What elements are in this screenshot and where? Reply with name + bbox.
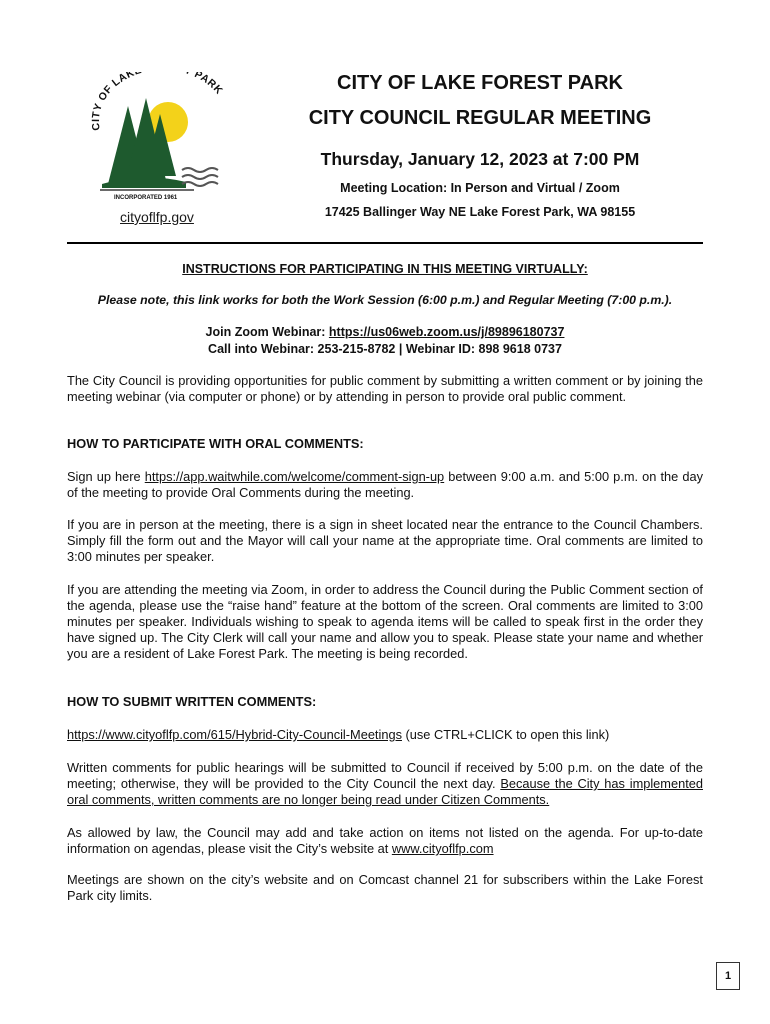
in-person-paragraph: If you are in person at the meeting, there is a sign in sheet located near the entrance to the Council Chambers. Simply fill the form out and the Mayor will call your name at the appropriate time. Oral comments are limited to 3:00 minutes per speaker.: [67, 517, 703, 564]
public-hearings-underlined: Because the City has implemented oral comments, written comments are no longer being read under Citizen Comments.: [67, 776, 703, 807]
public-hearings-text: Written comments for public hearings will be submitted to Council if received by 5:00 p.m. on the date of the meeting; otherwise, they will be provided to the City Council the next day.: [67, 760, 703, 791]
logo-website-link[interactable]: cityoflfp.gov: [120, 209, 194, 225]
instructions-heading: INSTRUCTIONS FOR PARTICIPATING IN THIS MEETING VIRTUALLY:: [182, 262, 588, 276]
written-comments-heading: HOW TO SUBMIT WRITTEN COMMENTS:: [67, 694, 317, 709]
law-text: As allowed by law, the Council may add and take action on items not listed on the agenda. For up-to-date information on agendas, please visit the City’s website at: [67, 825, 703, 856]
written-link-line: [67, 727, 703, 743]
city-seal-icon: [86, 72, 234, 212]
join-webinar-line: [67, 325, 703, 339]
meeting-address: 17425 Ballinger Way NE Lake Forest Park, WA 98155: [324, 205, 636, 219]
city-name: CITY OF LAKE FOREST PARK: [337, 72, 623, 94]
join-webinar-label: Join Zoom Webinar:: [205, 325, 329, 339]
broadcast-paragraph: Meetings are shown on the city’s website and on Comcast channel 21 for subscribers within the Lake Forest Park city limits.: [67, 872, 703, 903]
header-divider: [67, 242, 703, 244]
intro-paragraph: The City Council is providing opportunities for public comment by submitting a written comment or by joining the meeting webinar (via computer or phone) or by attending in person to provide oral public comment.: [67, 373, 703, 404]
meeting-date-time: Thursday, January 12, 2023 at 7:00 PM: [320, 149, 640, 169]
logo-arc-text: CITY OF LAK PARK: [89, 72, 226, 132]
logo-incorporated: INCORPORATED 1961: [114, 195, 178, 201]
oral-comments-heading: HOW TO PARTICIPATE WITH ORAL COMMENTS:: [67, 436, 364, 451]
city-logo: [86, 72, 234, 212]
public-hearings-paragraph: [67, 760, 703, 808]
zoom-paragraph: If you are attending the meeting via Zoom, in order to address the Council during the Public Comment section of the agenda, please use the “raise hand” feature at the bottom of the screen. Oral comments are limited to 3:00 minutes per speaker. Individuals wishing to speak to agenda items will be called to speak first in the order they have signed up. The City Clerk will call your name and allow you to speak. Please state your name and whether you are a resident of Lake Forest Park. The meeting is being recorded.: [67, 582, 703, 661]
comment-signup-link[interactable]: https://app.waitwhile.com/welcome/comment-sign-up: [144, 469, 445, 484]
zoom-webinar-link[interactable]: https://us06web.zoom.us/j/89896180737: [328, 325, 565, 339]
call-in-line: Call into Webinar: 253-215-8782 | Webinar ID: 898 9618 0737: [208, 342, 562, 356]
signup-paragraph: [67, 469, 703, 501]
instructions-note: Please note, this link works for both the Work Session (6:00 p.m.) and Regular Meeting (7:00 p.m.).: [97, 293, 673, 307]
city-website-link[interactable]: www.cityoflfp.com: [391, 841, 494, 856]
meeting-type: CITY COUNCIL REGULAR MEETING: [308, 107, 652, 129]
page-number: 1: [716, 962, 740, 990]
signup-prefix: Sign up here: [67, 469, 145, 484]
written-link-note: (use CTRL+CLICK to open this link): [401, 727, 610, 742]
meeting-location: Meeting Location: In Person and Virtual / Zoom: [340, 181, 620, 195]
hybrid-meetings-link[interactable]: https://www.cityoflfp.com/615/Hybrid-City-Council-Meetings: [67, 727, 402, 742]
law-paragraph: [67, 825, 703, 857]
signup-suffix: between 9:00 a.m. and 5:00 p.m. on the day of the meeting to provide Oral Comments during the meeting.: [67, 469, 703, 500]
